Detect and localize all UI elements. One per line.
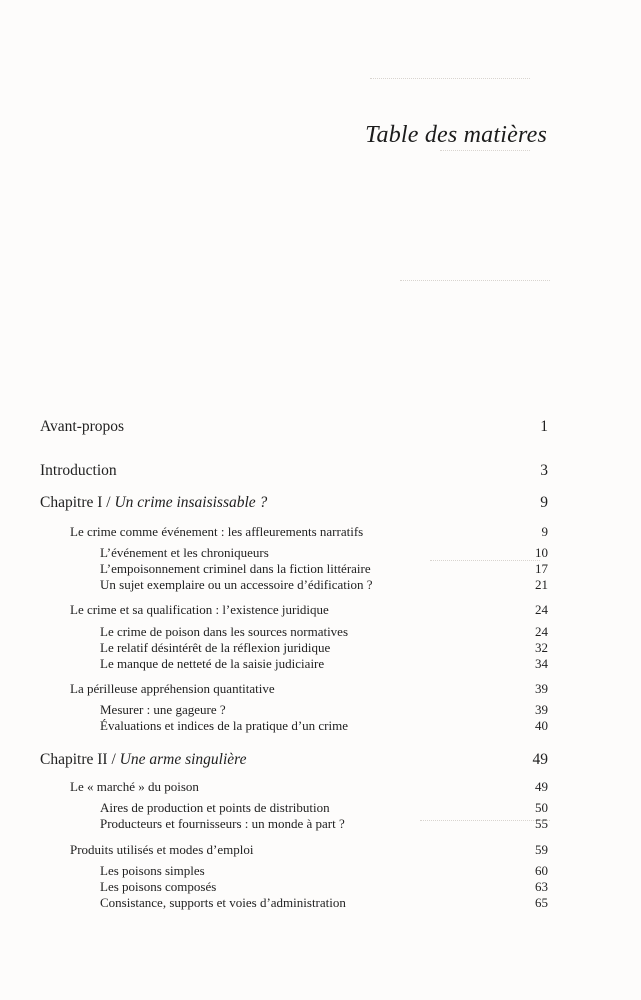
toc-subsection [100,545,548,561]
toc-entry-label: Le crime et sa qualification : l’existence juridique [70,602,329,617]
toc-subsection [100,718,548,734]
toc-entry-label: Le manque de netteté de la saisie judiciaire [100,656,325,671]
toc-page-number: 39 [535,702,548,717]
toc-entry-avant-propos [40,418,548,436]
chapter-subtitle: Une arme singulière [119,751,247,768]
toc-entry-label: Les poisons composés [100,879,217,894]
toc-subsection [100,895,548,911]
bleed-through-line [400,280,550,282]
toc-entry-label: Introduction [40,462,117,479]
toc-page-number: 39 [535,681,548,696]
toc-page-number: 9 [540,494,548,511]
toc-entry-label: Le crime comme événement : les affleurements narratifs [70,524,364,539]
toc-page-number: 34 [535,656,548,671]
toc-page-number: 50 [535,800,548,815]
toc-entry-label: Le « marché » du poison [70,779,199,794]
toc-entry-label: Aires de production et points de distribution [100,800,330,815]
toc-page-number: 49 [535,779,548,794]
chapter-subtitle: Un crime insaisissable ? [114,494,268,511]
toc-chapter-2 [40,751,548,769]
toc-entry-label: Un sujet exemplaire ou un accessoire d’édification ? [100,577,373,592]
toc-page-number: 65 [535,895,548,910]
toc-subsection [100,640,548,656]
toc-page-number: 63 [535,879,548,894]
chapter-heading [40,751,247,769]
toc-subsection [100,816,548,832]
page-title: Table des matières [365,122,547,148]
toc-section [70,602,548,618]
toc-entry-label: L’empoisonnement criminel dans la fiction littéraire [100,561,371,576]
toc-entry-label: Consistance, supports et voies d’administration [100,895,346,910]
toc-subsection [100,863,548,879]
toc-page-number: 24 [535,602,548,617]
toc-page-number: 10 [535,545,548,560]
toc-entry-label: Évaluations et indices de la pratique d’un crime [100,718,348,733]
toc-page-number: 3 [540,462,548,479]
toc-section [70,779,548,795]
toc-entry-label: Le crime de poison dans les sources normatives [100,624,349,639]
toc-page-number: 21 [535,577,548,592]
toc-page-number: 32 [535,640,548,655]
toc-page-number: 24 [535,624,548,639]
toc-entry-label: Producteurs et fournisseurs : un monde à part ? [100,816,345,831]
toc-section [70,524,548,540]
chapter-number: Chapitre II / [40,751,120,768]
toc-entry-label: Le relatif désintérêt de la réflexion juridique [100,640,331,655]
toc-page-number: 55 [535,816,548,831]
toc-entry-label: Produits utilisés et modes d’emploi [70,842,254,857]
toc-chapter-1 [40,494,548,512]
toc-subsection [100,624,548,640]
toc-subsection [100,561,548,577]
chapter-number: Chapitre I / [40,494,115,511]
toc-entry-label: Mesurer : une gageure ? [100,702,226,717]
toc-entry-label: Avant-propos [40,418,125,435]
bleed-through-line [440,150,530,152]
toc-page-number: 40 [535,718,548,733]
toc-section [70,842,548,858]
toc-entry-label: La périlleuse appréhension quantitative [70,681,275,696]
toc-entry-introduction [40,462,548,480]
toc-section [70,681,548,697]
toc-page-number: 59 [535,842,548,857]
toc-page-number: 1 [540,418,548,435]
toc-page-number: 9 [541,524,548,539]
toc-subsection [100,702,548,718]
bleed-through-line [370,78,530,80]
toc-subsection [100,879,548,895]
toc-page-number: 60 [535,863,548,878]
toc-subsection [100,800,548,816]
toc-entry-label: L’événement et les chroniqueurs [100,545,269,560]
toc-entry-label: Les poisons simples [100,863,205,878]
toc-page-number: 49 [532,751,548,768]
toc-subsection [100,577,548,593]
chapter-heading [40,494,267,512]
toc-page-number: 17 [535,561,548,576]
toc-subsection [100,656,548,672]
